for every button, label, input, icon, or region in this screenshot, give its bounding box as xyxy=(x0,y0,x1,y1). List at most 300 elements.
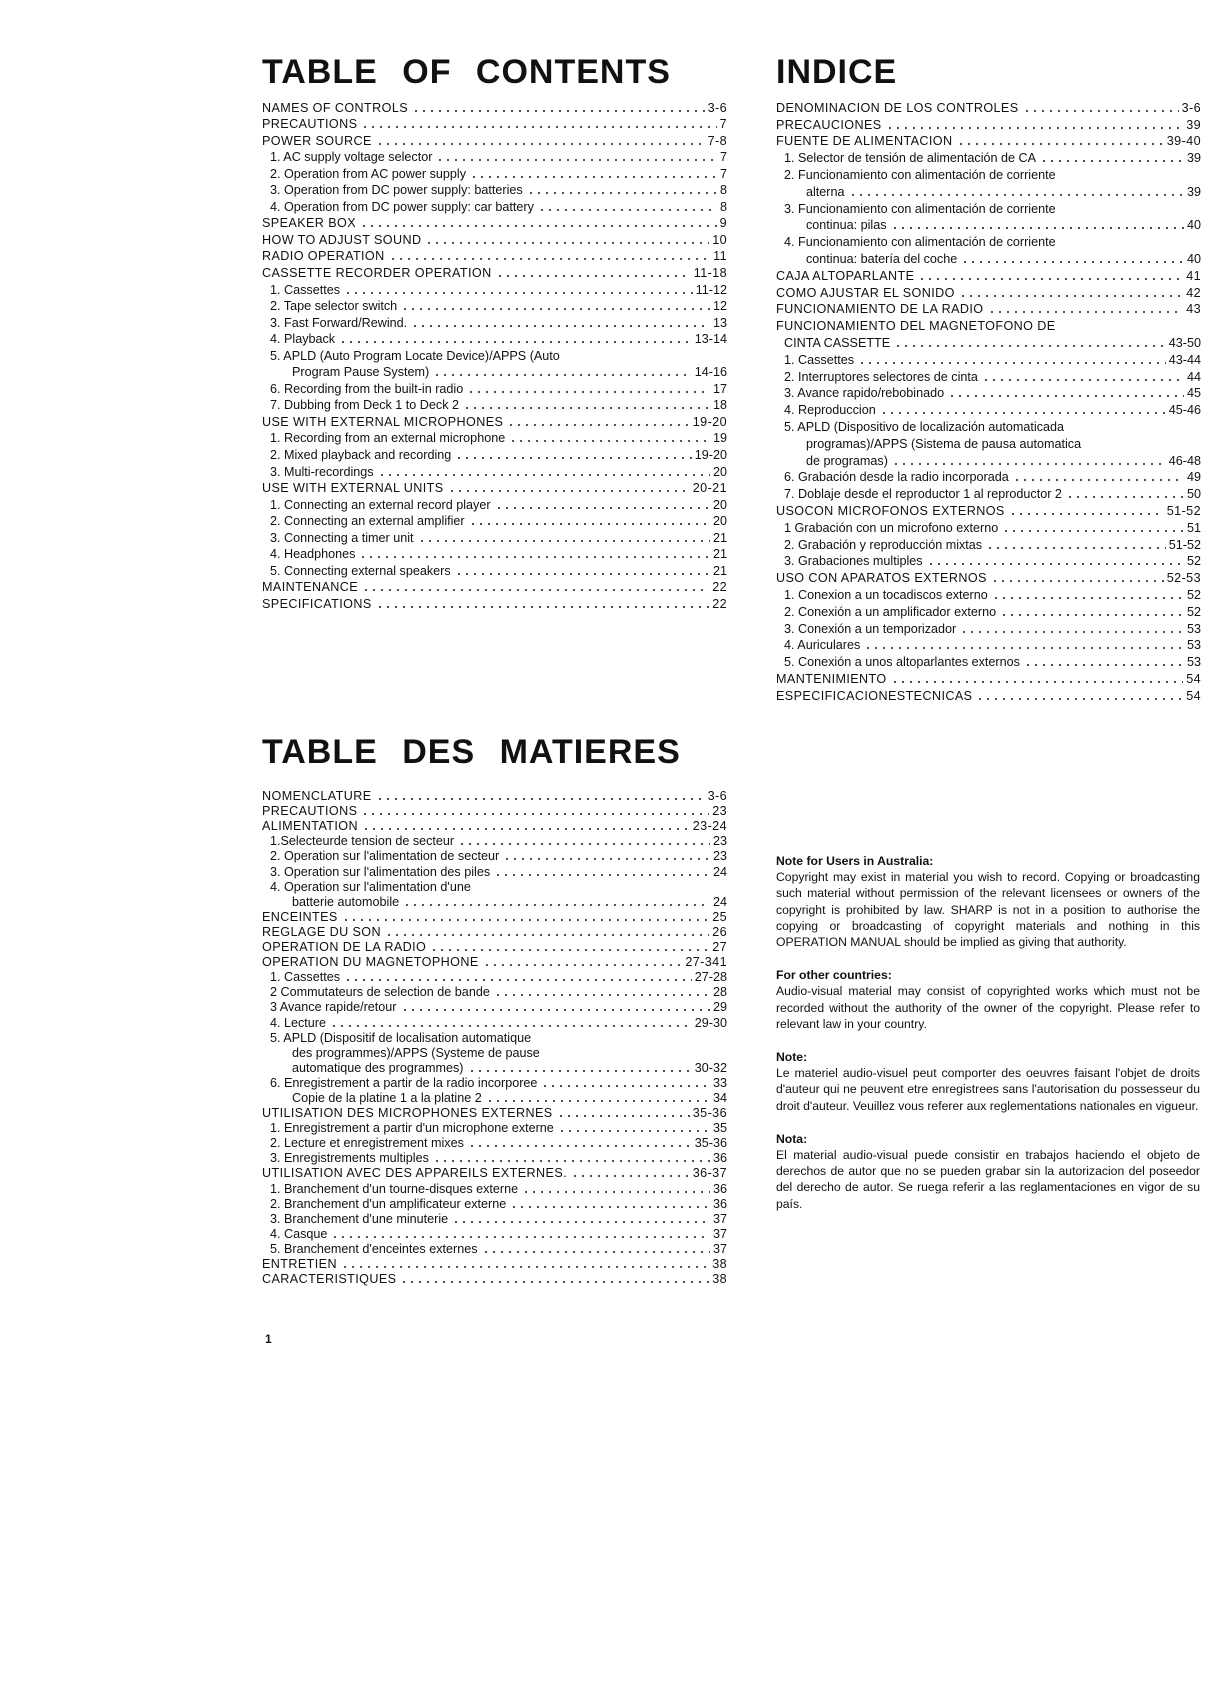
toc-entry xyxy=(776,451,1201,468)
dot-leader xyxy=(359,556,710,558)
dot-leader xyxy=(1024,664,1184,666)
toc-entry xyxy=(262,148,727,165)
toc-entry xyxy=(262,954,727,969)
toc-entry-title: SPEAKER BOX xyxy=(262,216,356,231)
dot-leader xyxy=(864,647,1184,649)
toc-entry xyxy=(776,300,1201,317)
dot-leader xyxy=(982,379,1184,381)
toc-entry xyxy=(262,969,727,984)
toc-entry xyxy=(262,1256,727,1271)
toc-entry-page: 28 xyxy=(712,985,727,1000)
dot-leader xyxy=(342,919,710,921)
toc-entry-title: 1. Connecting an external record player xyxy=(270,497,491,512)
toc-entry-title: 2. Lecture et enregistrement mixes xyxy=(270,1136,464,1151)
dot-leader xyxy=(496,275,691,277)
toc-entry-page: 23 xyxy=(712,834,727,849)
toc-entry-page: 11 xyxy=(713,249,727,264)
toc-entry-title: 3. Grabaciones multiples xyxy=(784,554,923,569)
toc-entry-title: 3. Enregistrements multiples xyxy=(270,1151,429,1166)
toc-entry-title: FUNCIONAMIENTO DE LA RADIO xyxy=(776,302,984,317)
toc-entry-title: USE WITH EXTERNAL UNITS xyxy=(262,481,444,496)
toc-entry-page: 54 xyxy=(1186,688,1201,703)
toc-entry-title: 4. Casque xyxy=(270,1226,328,1241)
toc-entry xyxy=(262,578,727,595)
toc-entry xyxy=(776,434,1201,451)
dot-leader xyxy=(360,225,717,227)
toc-entry xyxy=(776,669,1201,686)
dot-leader xyxy=(960,631,1184,633)
toc-entry-page: 40 xyxy=(1186,251,1201,266)
toc-entry xyxy=(776,98,1201,115)
toc-entry-page: 23 xyxy=(712,849,727,864)
toc-entry-page: 11-18 xyxy=(693,266,727,281)
toc-entry xyxy=(776,266,1201,283)
note-heading: Nota: xyxy=(776,1131,808,1146)
toc-entry-title: continua: pilas xyxy=(806,218,887,233)
dot-leader xyxy=(503,858,710,860)
toc-entry xyxy=(262,879,727,894)
toc-entry xyxy=(262,594,727,611)
toc-entry-title: CASSETTE RECORDER OPERATION xyxy=(262,266,492,281)
toc-entry-title: 5. Conexión a unos altoparlantes externos xyxy=(784,655,1020,670)
toc-entry-title: 7. Doblaje desde el reproductor 1 al reproductor 2 xyxy=(784,487,1062,502)
toc-entry xyxy=(776,552,1201,569)
dot-leader xyxy=(1009,513,1164,515)
toc-entry xyxy=(776,568,1201,585)
toc-entry xyxy=(262,379,727,396)
toc-entry-page: 38 xyxy=(712,1272,727,1287)
dot-leader xyxy=(361,126,716,128)
toc-entry-page: 50 xyxy=(1186,487,1201,502)
toc-entry-title: 2 Commutateurs de selection de bande xyxy=(270,985,490,1000)
dot-leader xyxy=(452,1221,710,1223)
toc-entry-title: POWER SOURCE xyxy=(262,133,372,148)
toc-entry-title: RADIO OPERATION xyxy=(262,249,385,264)
toc-entry-title: CARACTERISTIQUES xyxy=(262,1272,397,1287)
note-heading: Note for Users in Australia: xyxy=(776,854,934,868)
toc-entry-title: 2. Interruptores selectores de cinta xyxy=(784,369,978,384)
toc-entry-page: 33 xyxy=(712,1075,727,1090)
toc-entry-title: Program Pause System) xyxy=(292,365,430,380)
toc-entry xyxy=(262,1180,727,1195)
toc-entry-title: UTILISATION DES MICROPHONES EXTERNES xyxy=(262,1106,553,1121)
toc-entry xyxy=(262,1030,727,1045)
dot-leader xyxy=(991,580,1164,582)
toc-entry-page: 24 xyxy=(712,894,727,909)
toc-entry xyxy=(262,939,727,954)
toc-entry-title: 6. Enregistrement a partir de la radio incorporee xyxy=(270,1075,538,1090)
toc-entry xyxy=(776,333,1201,350)
toc-entry-page: 30-32 xyxy=(694,1060,727,1075)
toc-entry-title: 4. Lecture xyxy=(270,1015,327,1030)
toc-entry-page: 40 xyxy=(1186,218,1201,233)
toc-entry xyxy=(776,484,1201,501)
toc-entry xyxy=(262,984,727,999)
toc-entry xyxy=(262,528,727,545)
toc-entry-page: 25 xyxy=(712,909,727,924)
toc-entry-title: 2. Tape selector switch xyxy=(270,299,398,314)
toc-entry xyxy=(262,894,727,909)
toc-entry-page: 26 xyxy=(712,924,727,939)
dot-leader xyxy=(436,159,717,161)
toc-entry-page: 23-24 xyxy=(692,819,727,834)
toc-entry xyxy=(776,316,1201,333)
toc-entry-page: 12 xyxy=(712,299,727,314)
toc-entry-title: 2. Mixed playback and recording xyxy=(270,448,452,463)
dot-leader xyxy=(892,463,1166,465)
toc-entry xyxy=(262,181,727,198)
toc-entry xyxy=(262,788,727,803)
dot-leader xyxy=(1040,160,1184,162)
toc-entry-page: 3-6 xyxy=(707,789,727,804)
toc-entry xyxy=(776,367,1201,384)
dot-leader xyxy=(571,1175,690,1177)
toc-entry-title: batterie automobile xyxy=(292,894,400,909)
toc-entry-title: 3. Funcionamiento con alimentación de corriente xyxy=(784,201,1056,216)
dot-leader xyxy=(510,1206,710,1208)
toc-entry xyxy=(776,216,1201,233)
toc-entry-title: 5. APLD (Dispositivo de localización automaticada xyxy=(784,419,1065,434)
toc-entry-page: 44 xyxy=(1186,369,1201,384)
dot-leader xyxy=(385,934,709,936)
toc-entry-page: 54 xyxy=(1186,671,1201,686)
toc-entry-title: 1. Cassettes xyxy=(270,282,340,297)
dot-leader xyxy=(463,407,710,409)
toc-entry xyxy=(262,1271,727,1286)
toc-entry-title: 1. Enregistrement a partir d'un microphone externe xyxy=(270,1121,554,1136)
toc-entry-title: ESPECIFICACIONESTECNICAS xyxy=(776,688,973,703)
toc-entry-page: 19 xyxy=(712,431,727,446)
toc-entry xyxy=(262,98,727,115)
toc-entry-title: 5. Branchement d'enceintes externes xyxy=(270,1241,478,1256)
toc-entry xyxy=(776,115,1201,132)
toc-entry xyxy=(262,313,727,330)
toc-entry xyxy=(262,1165,727,1180)
toc-entry xyxy=(262,280,727,297)
dot-leader xyxy=(330,1025,692,1027)
toc-entry-page: 49 xyxy=(1186,470,1201,485)
toc-entry xyxy=(776,501,1201,518)
dot-leader xyxy=(344,292,693,294)
toc-entry xyxy=(776,602,1201,619)
dot-leader xyxy=(401,1009,710,1011)
toc-entry xyxy=(262,863,727,878)
toc-entry-page: 39 xyxy=(1186,151,1201,166)
toc-entry xyxy=(262,909,727,924)
toc-entry xyxy=(262,164,727,181)
dot-leader xyxy=(948,395,1184,397)
toc-entry-page: 41 xyxy=(1186,268,1201,283)
toc-entry-title: 4. Funcionamiento con alimentación de corriente xyxy=(784,235,1056,250)
toc-entry-page: 36 xyxy=(712,1181,727,1196)
dot-leader xyxy=(362,828,690,830)
toc-entry-title: 3. Conexión a un temporizador xyxy=(784,621,957,636)
toc-entry xyxy=(776,636,1201,653)
toc-entry xyxy=(776,518,1201,535)
dot-leader xyxy=(1002,530,1184,532)
dot-leader xyxy=(361,813,709,815)
toc-entry xyxy=(262,330,727,347)
toc-entry-page: 46-48 xyxy=(1168,453,1201,468)
toc-entry-page: 20 xyxy=(712,497,727,512)
toc-entry-title: NAMES OF CONTROLS xyxy=(262,100,409,115)
toc-entry-page: 27-28 xyxy=(694,970,727,985)
toc-entry-page: 20-21 xyxy=(692,481,727,496)
dot-leader xyxy=(986,547,1166,549)
note-body: Copyright may exist in material you wish to record. Copying or broadcasting such material without permission of the relevant licensees or owners of the copyright is prohibited by law. SHARP is not in a position to authorise the copying or broadcasting of copyright materials and nothing in this OPERATION MANUAL should be implied as giving that authority. xyxy=(776,870,1200,950)
toc-entry-page: 36 xyxy=(712,1151,727,1166)
dot-leader xyxy=(468,1070,692,1072)
dot-leader xyxy=(527,192,717,194)
toc-entry-page: 7 xyxy=(719,166,727,181)
toc-entry-page: 45-46 xyxy=(1168,403,1201,418)
dot-leader xyxy=(959,295,1183,297)
toc-entry-page: 20 xyxy=(712,464,727,479)
toc-entry-page: 42 xyxy=(1186,285,1201,300)
dot-leader xyxy=(538,209,717,211)
dot-leader xyxy=(389,258,711,260)
toc-entry-title: 1.Selecteurde tension de secteur xyxy=(270,834,455,849)
toc-entry-title: 1. Branchement d'un tourne-disques externe xyxy=(270,1181,519,1196)
spanish-toc-title: INDICE xyxy=(776,53,898,91)
toc-entry xyxy=(262,214,727,231)
toc-entry xyxy=(776,652,1201,669)
toc-entry xyxy=(262,445,727,462)
toc-entry-page: 10 xyxy=(712,232,727,247)
toc-entry-page: 53 xyxy=(1186,638,1201,653)
dot-leader xyxy=(886,127,1184,129)
toc-entry-page: 24 xyxy=(712,864,727,879)
dot-leader xyxy=(1000,614,1184,616)
toc-entry xyxy=(262,848,727,863)
dot-leader xyxy=(891,681,1184,683)
dot-leader xyxy=(468,1145,692,1147)
toc-entry-page: 53 xyxy=(1186,621,1201,636)
toc-entry xyxy=(262,1075,727,1090)
toc-entry-title: 6. Recording from the built-in radio xyxy=(270,381,464,396)
toc-entry-title: 2. Grabación y reproducción mixtas xyxy=(784,537,983,552)
toc-entry xyxy=(262,833,727,848)
dot-leader xyxy=(894,345,1166,347)
toc-entry-page: 51-52 xyxy=(1168,537,1201,552)
english-toc-title: TABLE OF CONTENTS xyxy=(262,53,671,91)
toc-entry xyxy=(776,182,1201,199)
toc-entry xyxy=(776,619,1201,636)
toc-entry-page: 18 xyxy=(712,398,727,413)
toc-entry-page: 19-20 xyxy=(694,448,727,463)
dot-leader xyxy=(957,143,1164,145)
dot-leader xyxy=(470,176,717,178)
dot-leader xyxy=(467,391,710,393)
toc-entry-page: 39 xyxy=(1186,184,1201,199)
toc-entry xyxy=(776,468,1201,485)
toc-entry xyxy=(776,199,1201,216)
toc-entry-page: 43-50 xyxy=(1168,335,1201,350)
dot-leader xyxy=(412,110,705,112)
toc-entry-title: de programas) xyxy=(806,453,888,468)
toc-entry xyxy=(262,1241,727,1256)
toc-entry-title: des programmes)/APPS (Systeme de pause xyxy=(292,1045,540,1060)
note-heading: Note: xyxy=(776,1050,808,1065)
toc-entry-page: 7 xyxy=(719,150,727,165)
toc-entry-page: 53 xyxy=(1186,655,1201,670)
dot-leader xyxy=(849,194,1184,196)
toc-entry xyxy=(776,249,1201,266)
toc-entry xyxy=(262,545,727,562)
dot-leader xyxy=(486,1100,710,1102)
toc-entry xyxy=(262,512,727,529)
dot-leader xyxy=(433,1160,710,1162)
toc-entry-page: 27 xyxy=(712,940,727,955)
toc-entry-title: 3. Multi-recordings xyxy=(270,464,374,479)
dot-leader xyxy=(495,507,710,509)
toc-entry-title: 3. Connecting a timer unit xyxy=(270,530,414,545)
toc-entry-title: 1. Recording from an external microphone xyxy=(270,431,506,446)
dot-leader xyxy=(418,540,710,542)
dot-leader xyxy=(378,474,710,476)
english-toc xyxy=(262,98,727,611)
toc-entry-page: 8 xyxy=(719,199,727,214)
toc-entry-page: 35 xyxy=(712,1121,727,1136)
dot-leader xyxy=(992,597,1184,599)
toc-entry-title: 2. Operation sur l'alimentation de secteur xyxy=(270,849,500,864)
toc-entry-title: 2. Connecting an external amplifier xyxy=(270,514,465,529)
toc-entry xyxy=(262,495,727,512)
dot-leader xyxy=(331,1236,710,1238)
toc-entry xyxy=(262,131,727,148)
toc-entry-page: 7-8 xyxy=(707,133,727,148)
toc-entry xyxy=(262,429,727,446)
toc-entry-page: 43 xyxy=(1186,302,1201,317)
toc-entry-title: 4. Operation from DC power supply: car battery xyxy=(270,199,534,214)
dot-leader xyxy=(507,424,689,426)
toc-entry-page: 51 xyxy=(1186,520,1201,535)
page-number: 1 xyxy=(265,1332,272,1346)
toc-entry-page: 52 xyxy=(1186,554,1201,569)
toc-entry-page: 3-6 xyxy=(1181,100,1201,115)
dot-leader xyxy=(494,994,710,996)
toc-entry xyxy=(262,1150,727,1165)
toc-entry-title: 4. Operation sur l'alimentation d'une xyxy=(270,879,471,894)
toc-entry-title: 3. Fast Forward/Rewind. xyxy=(270,315,408,330)
dot-leader xyxy=(1013,479,1184,481)
toc-entry-page: 37 xyxy=(712,1211,727,1226)
toc-entry-page: 52 xyxy=(1186,587,1201,602)
dot-leader xyxy=(376,798,705,800)
toc-entry-page: 35-36 xyxy=(694,1136,727,1151)
dot-leader xyxy=(522,1191,710,1193)
toc-entry-page: 22 xyxy=(712,580,727,595)
toc-entry-title: 3 Avance rapide/retour xyxy=(270,1000,397,1015)
toc-entry-title: 1. Selector de tensión de alimentación de CA xyxy=(784,151,1037,166)
toc-entry-title: 3. Avance rapido/rebobinado xyxy=(784,386,945,401)
toc-entry-page: 27-341 xyxy=(685,955,727,970)
toc-entry-page: 29-30 xyxy=(694,1015,727,1030)
toc-entry-page: 23 xyxy=(712,804,727,819)
toc-entry xyxy=(262,1135,727,1150)
toc-entry xyxy=(262,1014,727,1029)
toc-entry xyxy=(262,462,727,479)
note-heading: For other countries: xyxy=(776,968,892,983)
dot-leader xyxy=(344,979,692,981)
toc-entry-title: OPERATION DU MAGNETOPHONE xyxy=(262,955,479,970)
toc-entry xyxy=(262,297,727,314)
toc-entry-title: 3. Operation sur l'alimentation des piles xyxy=(270,864,491,879)
toc-entry-page: 20 xyxy=(712,514,727,529)
toc-entry xyxy=(776,686,1201,703)
toc-entry-page: 21 xyxy=(712,563,727,578)
dot-leader xyxy=(448,490,690,492)
dot-leader xyxy=(433,374,692,376)
toc-entry-title: alterna xyxy=(806,184,845,199)
toc-entry xyxy=(262,818,727,833)
dot-leader xyxy=(469,523,710,525)
toc-entry xyxy=(776,535,1201,552)
dot-leader xyxy=(494,874,710,876)
toc-entry xyxy=(262,803,727,818)
toc-entry-title: PRECAUCIONES xyxy=(776,117,882,132)
toc-entry-page: 22 xyxy=(712,596,727,611)
toc-entry xyxy=(262,346,727,363)
toc-entry-page: 17 xyxy=(712,381,727,396)
toc-entry xyxy=(776,132,1201,149)
toc-entry-title: 2. Conexión a un amplificador externo xyxy=(784,604,997,619)
dot-leader xyxy=(880,412,1166,414)
toc-entry-page: 36-37 xyxy=(692,1166,727,1181)
dot-leader xyxy=(891,227,1184,229)
french-toc xyxy=(262,788,727,1286)
toc-entry xyxy=(262,263,727,280)
toc-entry-page: 8 xyxy=(719,183,727,198)
spanish-toc xyxy=(776,98,1201,703)
dot-leader xyxy=(483,964,683,966)
toc-entry xyxy=(262,1120,727,1135)
toc-entry-page: 7 xyxy=(719,117,727,132)
toc-entry-page: 36 xyxy=(712,1196,727,1211)
toc-entry-title: COMO AJUSTAR EL SONIDO xyxy=(776,285,955,300)
toc-entry-title: OPERATION DE LA RADIO xyxy=(262,940,427,955)
dot-leader xyxy=(1023,110,1179,112)
toc-entry-title: NOMENCLATURE xyxy=(262,789,372,804)
dot-leader xyxy=(425,242,709,244)
toc-entry xyxy=(262,1105,727,1120)
toc-entry-page: 39 xyxy=(1186,117,1201,132)
toc-entry-title: continua: batería del coche xyxy=(806,251,958,266)
toc-entry xyxy=(776,283,1201,300)
toc-entry xyxy=(262,412,727,429)
toc-entry-page: 51-52 xyxy=(1166,503,1201,518)
toc-entry-title: 3. Branchement d'une minuterie xyxy=(270,1211,449,1226)
toc-entry-title: CINTA CASSETTE xyxy=(784,335,891,350)
toc-entry-title: FUENTE DE ALIMENTACION xyxy=(776,134,953,149)
toc-entry xyxy=(776,350,1201,367)
toc-entry xyxy=(262,363,727,380)
dot-leader xyxy=(558,1130,710,1132)
toc-entry xyxy=(776,585,1201,602)
note-body: Le materiel audio-visuel peut comporter des oeuvres faisant l'objet de droits d'auteur qui ne peuvent etre enregistrees sans l'autorisation du possesseur du droit d'auteur. Veuillez vous referer aux reglementations nationales en vigueur. xyxy=(776,1066,1200,1113)
toc-entry-title: ENTRETIEN xyxy=(262,1257,337,1271)
dot-leader xyxy=(458,843,710,845)
dot-leader xyxy=(411,325,710,327)
toc-entry xyxy=(262,1226,727,1241)
dot-leader xyxy=(918,278,1183,280)
toc-entry-page: 19-20 xyxy=(692,414,727,429)
note-body: El material audio-visual puede consistir en trabajos haciendo el objeto de derechos de autor que no se pueden grabar sin la autorizacion del poseedor del derecho de autor. Se ruega referir a las reglamentaciones en vigor de su país. xyxy=(776,1148,1200,1211)
toc-entry-title: 4. Auriculares xyxy=(784,638,861,653)
toc-entry xyxy=(262,1090,727,1105)
toc-entry xyxy=(776,148,1201,165)
toc-entry-page: 34 xyxy=(712,1090,727,1105)
